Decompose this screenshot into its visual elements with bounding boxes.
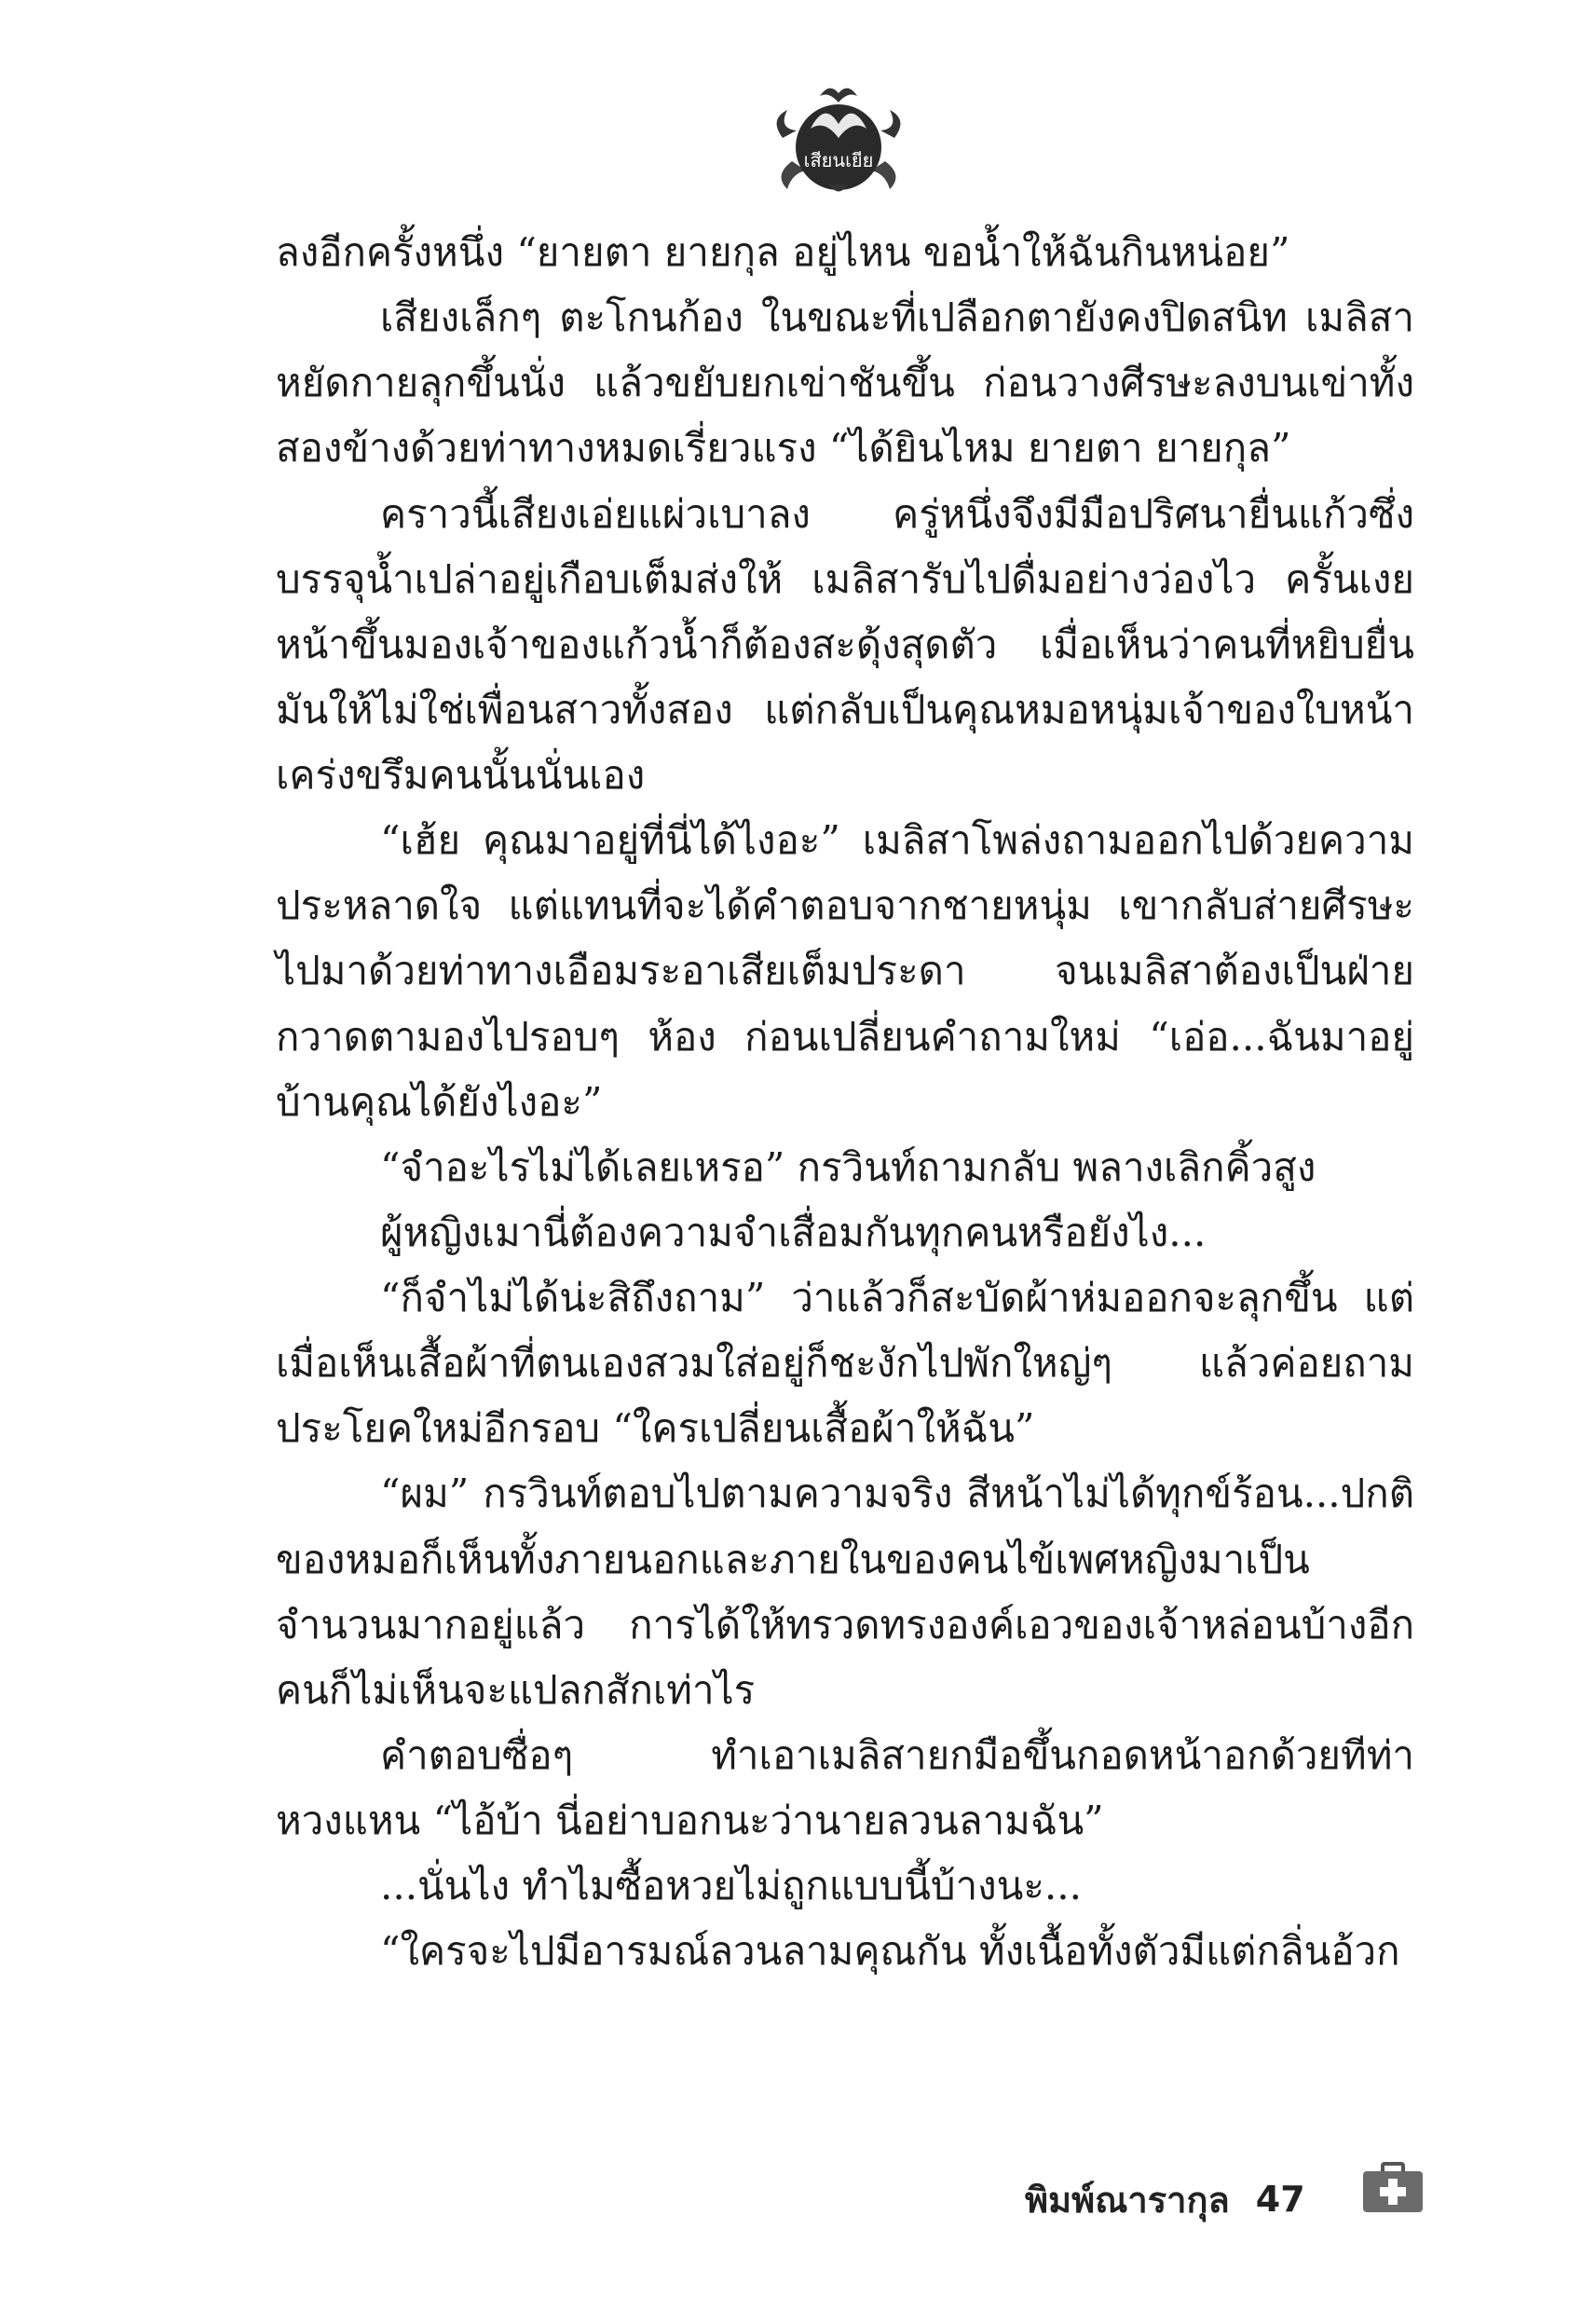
paragraph: คราวนี้เสียงเอ่ยแผ่วเบาลง ครู่หนึ่งจึงมีมือปริศนายื่นแก้วซึ่งบรรจุน้ำเปล่าอยู่เกือบเต็มส่งให้ เมลิสารับไปดื่มอย่างว่องไว ครั้นเงยหน้าขึ้นมองเจ้าของแก้วน้ำก็ต้องสะดุ้งสุดตัว เมื่อเห็นว่าคนที่หยิบยื่นมันให้ไม่ใช่เพื่อนสาวทั้งสอง แต่กลับเป็นคุณหมอหนุ่มเจ้าของใบหน้าเคร่งขรึมคนนั้นนั่นเอง bbox=[276, 490, 1414, 798]
body-text bbox=[276, 220, 1414, 1984]
chapter-emblem bbox=[764, 73, 913, 203]
medical-kit-icon bbox=[1360, 2160, 1425, 2216]
page-footer bbox=[1025, 2167, 1305, 2232]
paragraph: “จำอะไรไม่ได้เลยเหรอ” กรวินท์ถามกลับ พลางเลิกคิ้วสูง bbox=[380, 1143, 1316, 1190]
paragraph: ลงอีกครั้งหนึ่ง “ยายตา ยายกุล อยู่ไหน ขอน้ำให้ฉันกินหน่อย” bbox=[276, 229, 1290, 275]
logo-text: เสียนเยีย bbox=[803, 149, 874, 171]
paragraph: ...นั่นไง ทำไมซื้อหวยไม่ถูกแบบนี้บ้างนะ... bbox=[380, 1863, 1082, 1909]
paragraph: คำตอบซื่อๆ ทำเอาเมลิสายกมือขึ้นกอดหน้าอกด้วยทีท่าหวงแหน “ไอ้บ้า นี่อย่าบอกนะว่านายลวนลามฉัน” bbox=[276, 1731, 1414, 1843]
paragraph: “ผม” กรวินท์ตอบไปตามความจริง สีหน้าไม่ได้ทุกข์ร้อน...ปกติของหมอก็เห็นทั้งภายนอกและภายในของคนไข้เพศหญิงมาเป็นจำนวนมากอยู่แล้ว การได้ให้ทรวดทรงองค์เอวของเจ้าหล่อนบ้างอีกคนก็ไม่เห็นจะแปลกสักเท่าไร bbox=[276, 1470, 1414, 1713]
paragraph: “เฮ้ย คุณมาอยู่ที่นี่ได้ไงอะ” เมลิสาโพล่งถามออกไปด้วยความประหลาดใจ แต่แทนที่จะได้คำตอบจากชายหนุ่ม เขากลับส่ายศีรษะไปมาด้วยท่าทางเอือมระอาเสียเต็มประดา จนเมลิสาต้องเป็นฝ่ายกวาดตามองไปรอบๆ ห้อง ก่อนเปลี่ยนคำถามใหม่ “เอ่อ...ฉันมาอยู่บ้านคุณได้ยังไงอะ” bbox=[276, 817, 1414, 1125]
paragraph: ผู้หญิงเมานี่ต้องความจำเสื่อมกันทุกคนหรือยังไง... bbox=[380, 1209, 1207, 1255]
paragraph: “ก็จำไม่ได้น่ะสิถึงถาม” ว่าแล้วก็สะบัดผ้าห่มออกจะลุกขึ้น แต่เมื่อเห็นเสื้อผ้าที่ตนเองสวมใส่อยู่ก็ชะงักไปพักใหญ่ๆ แล้วค่อยถามประโยคใหม่อีกรอบ “ใครเปลี่ยนเสื้อผ้าให้ฉัน” bbox=[276, 1275, 1414, 1452]
paragraph: “ใครจะไปมีอารมณ์ลวนลามคุณกัน ทั้งเนื้อทั้งตัวมีแต่กลิ่นอ้วก bbox=[380, 1928, 1400, 1975]
book-title: พิมพ์ณารากุล bbox=[1025, 2179, 1230, 2221]
page-number: 47 bbox=[1255, 2179, 1305, 2220]
ornament-icon bbox=[764, 73, 913, 203]
paragraph: เสียงเล็กๆ ตะโกนก้อง ในขณะที่เปลือกตายังคงปิดสนิท เมลิสาหยัดกายลุกขึ้นนั่ง แล้วขยับยกเข่าชันขึ้น ก่อนวางศีรษะลงบนเข่าทั้งสองข้างด้วยท่าทางหมดเรี่ยวแรง “ได้ยินไหม ยายตา ยายกุล” bbox=[276, 294, 1414, 472]
